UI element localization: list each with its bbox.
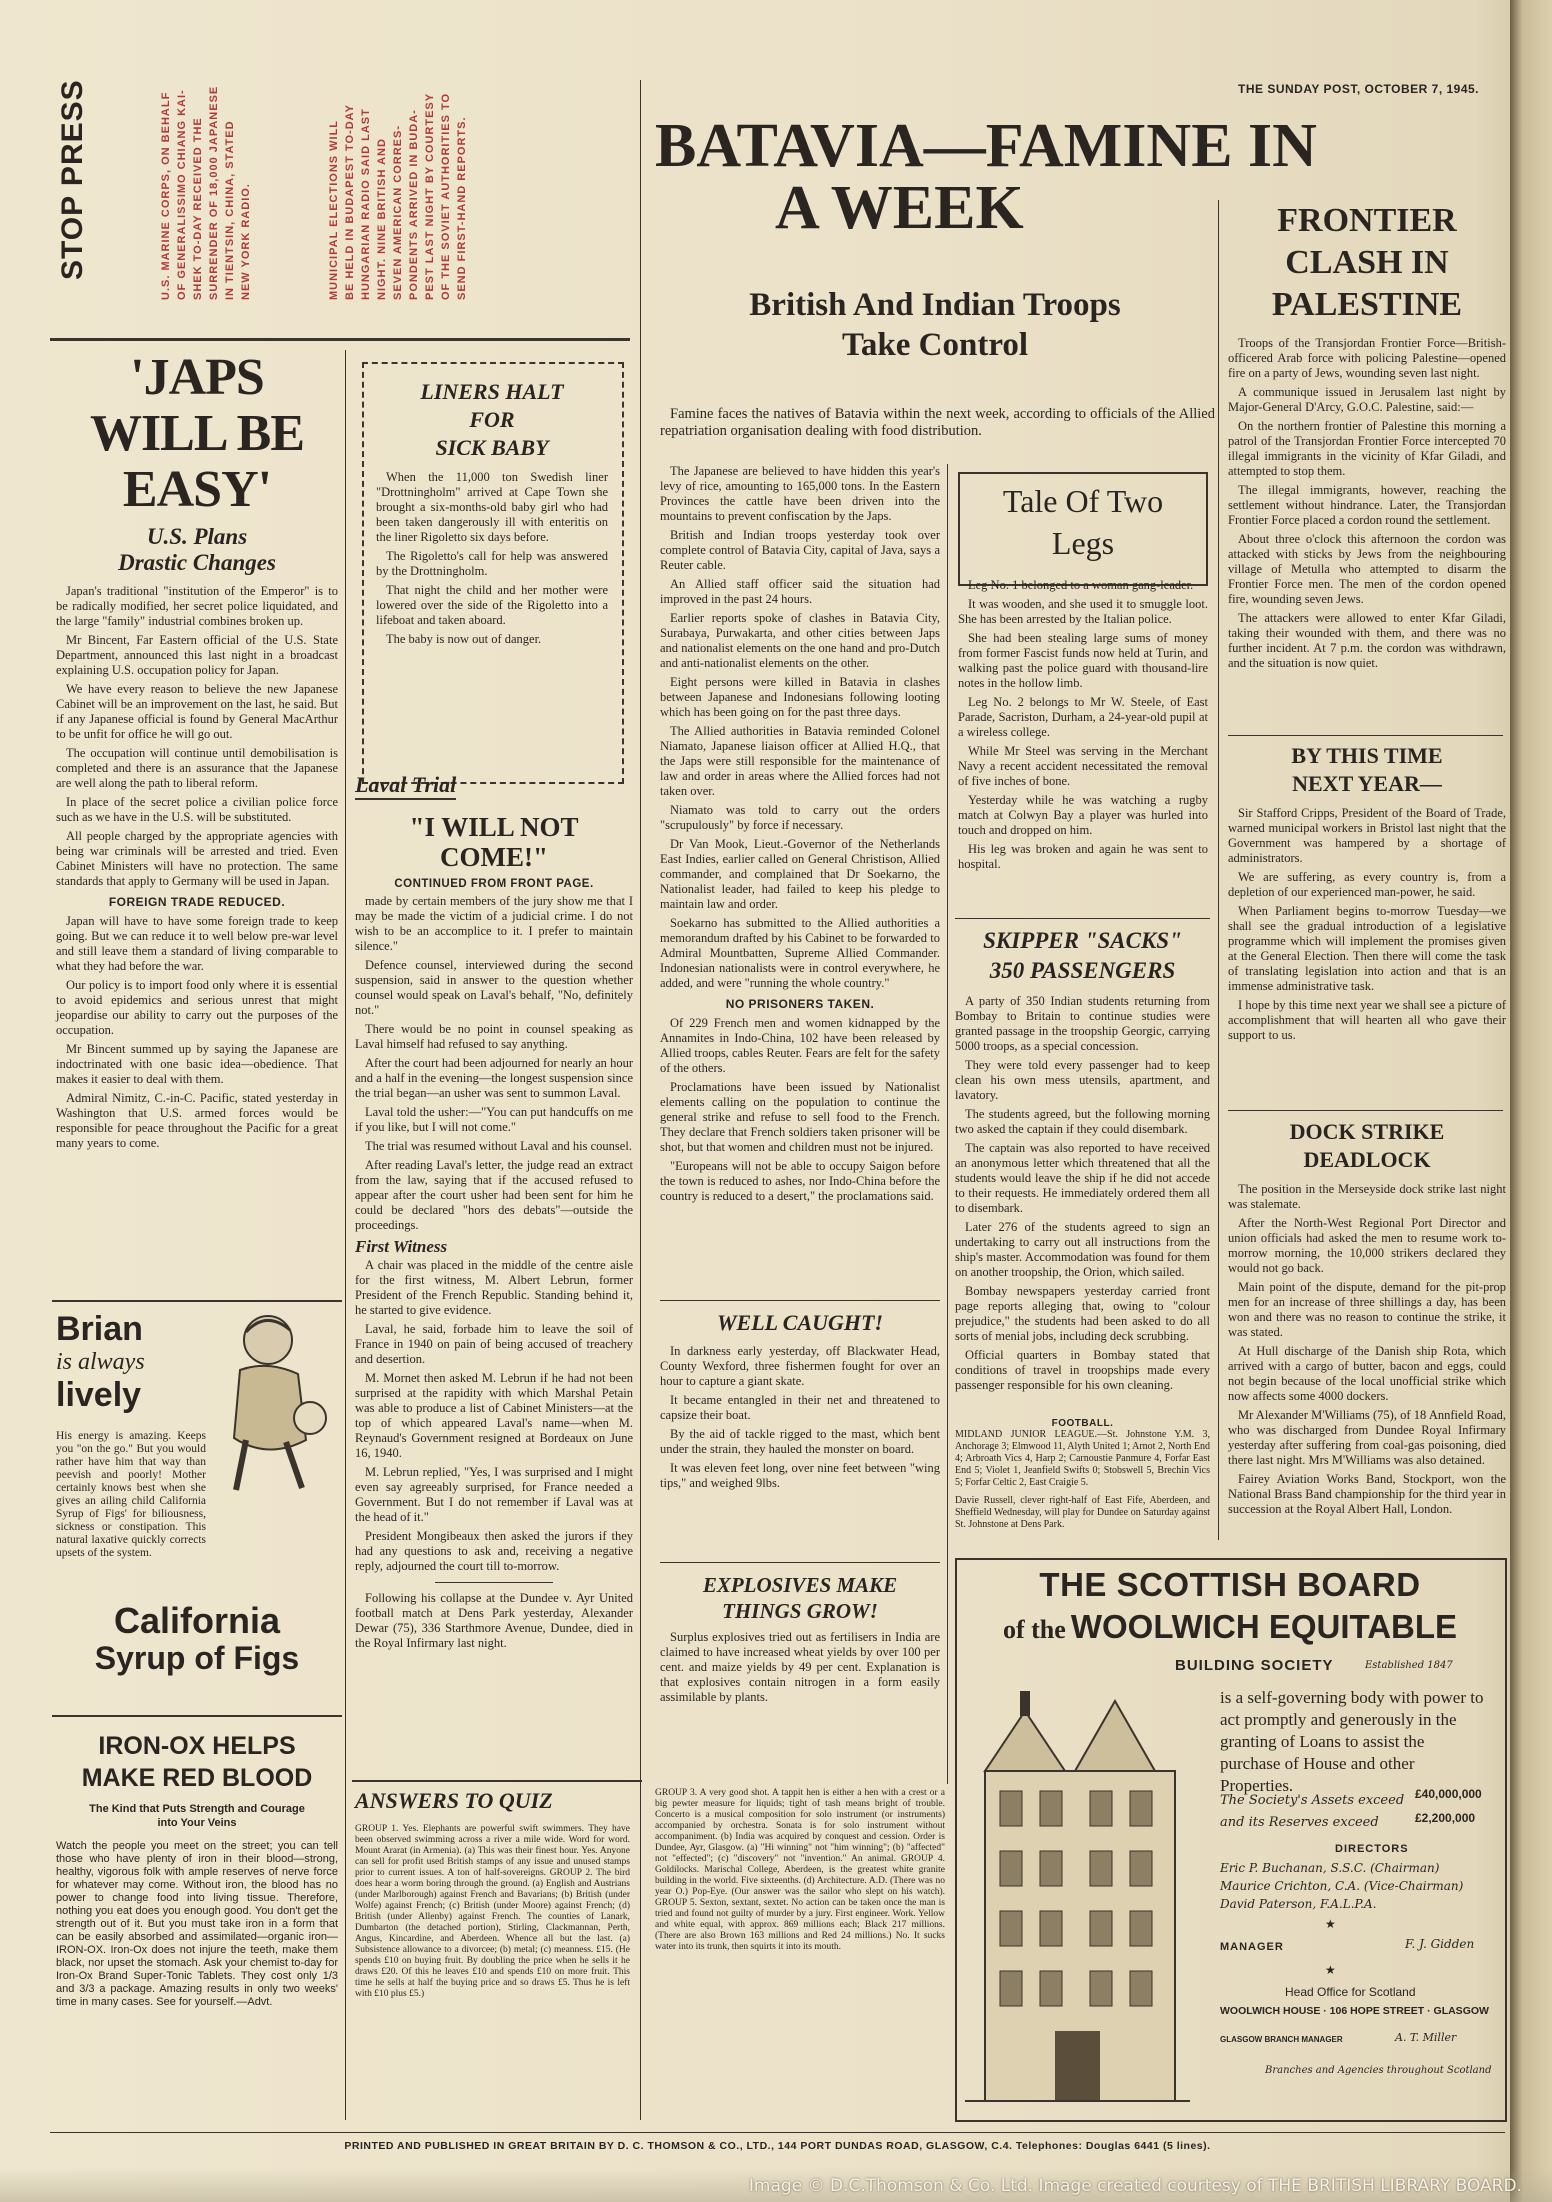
dock-headline-1: DOCK STRIKE (1289, 1119, 1445, 1144)
japs-subhead-trade: FOREIGN TRADE REDUCED. (108, 895, 286, 909)
ironox-ad-top-rule (52, 1715, 342, 1717)
laval-kicker: Laval Trial (355, 772, 456, 800)
batavia-headline-1: BATAVIA—FAMINE IN (655, 112, 1317, 180)
image-credit-banner (0, 2168, 1552, 2202)
batavia-subhead-1: British And Indian Troops (749, 287, 1121, 323)
column-rule-a (345, 350, 346, 2120)
woolwich-star-1: ★ (1325, 1917, 1336, 1931)
woolwich-body: is a self-governing body with power to act promptly and generously in the granting of Loans to assist the purchase of House and other Properties. (1220, 1688, 1484, 1795)
woolwich-director-1: Eric P. Buchanan, S.S.C. (Chairman) (1220, 1861, 1440, 1875)
caught-top-rule (660, 1300, 940, 1301)
adjacent-page-strip (1510, 0, 1552, 2202)
image-credit-text: Image © D.C.Thomson & Co. Ltd. Image created courtesy of THE BRITISH LIBRARY BOARD. (748, 2176, 1522, 2196)
ironox-headline-2: MAKE RED BLOOD (81, 1764, 313, 1792)
skipper-story: SKIPPER "SACKS" 350 PASSENGERS A party of 350 Indian students returning from Bombay to Britain to continue studies were granted passage in the troopship Georgic, carrying 5000 troops, as a special concession. They were told every passenger had to keep clean his own mess utensils, apartment, and lavatory. The students agreed, but the following morning two asked the captain if they could disembark. The captain was also reported to have received an anonymous letter which threatened that all the students would leave the ship if he did not accede to their requests. He immediately ordered them all to disembark. Later 276 of the students agreed to sign an undertaking to carry out all instructions from the ship's master. Accommodation was found for them on another troopship, the Orion, which sailed. Bombay newspapers yesterday carried front page reports alleging that, owing to "colour prejudice," the students had been asked to do all sorts of menial jobs, including deck scrubbing. Official quarters in Bombay stated that conditions of travel in troopships made every passenger responsible for his own cleaning. (955, 928, 1210, 1392)
thistime-headline-2: NEXT YEAR— (1292, 771, 1442, 796)
explosives-headline-1: EXPLOSIVES MAKE (702, 1573, 898, 1597)
japs-subhead-1: U.S. Plans (146, 524, 248, 549)
batavia-subhead (655, 285, 1215, 365)
football-note: Davie Russell, clever right-half of East Fife, Aberdeen, and Sheffield Wednesday, will play for Dundee on Saturday against St. Johnstone at Dens Park. (955, 1495, 1210, 1530)
thistime-story: BY THIS TIME NEXT YEAR— Sir Stafford Cripps, President of the Board of Trade, warned municipal workers in Bristol last night that the Government was hampered by a shortage of administrators. We are suffering, as every country is, from a depletion of our experienced man-power, he said. When Parliament begins to-morrow Tuesday—we shall see the gradual introduction of a legislative programme which will implement the promises given at the General Election. Then there will come the task of translating legislation into action and that is an immense administrative task. I hope by this time next year we shall see a picture of accomplishment that will hearten all who gave their support to us. (1228, 743, 1506, 1042)
frontier-story: FRONTIER CLASH IN PALESTINE Troops of the Transjordan Frontier Force—British-officered Arab force with policing Palestine—opened fire on a party of Jews, wounding seven last night. A communique issued in Jerusalem last night by Major-General D'Arcy, G.O.C. Palestine, said:— On the northern frontier of Palestine this morning a patrol of the Transjordan Frontier Force intercepted 70 illegal immigrants in the vicinity of Kfar Giladi, and attempted to stop them. The illegal immigrants, however, reaching the settlement without hindrance. Later, the Transjordan Frontier Force placed a cordon round the settlement. About three o'clock this afternoon the cordon was attacked with sticks by Jews from the neighbouring village of Metulla who attempted to disarm the Frontier Force men. The men of the cordon opened fire, wounding seven Jews. The attackers were allowed to enter Kfar Giladi, taking their wounded with them, and there was no further incident. At 7 p.m. the cordon was withdrawn, and the situation is now quiet. (1228, 202, 1506, 670)
laval-headline-2: COME!" (440, 842, 548, 872)
woolwich-assets-label: The Society's Assets exceed (1220, 1793, 1405, 1808)
footer-imprint: PRINTED AND PUBLISHED IN GREAT BRITAIN BY D. C. THOMSON & CO., LTD., 144 PORT DUNDAS ROAD, GLASGOW, C.4. Telephones: Douglas 6441 (5 lines). (344, 2140, 1211, 2152)
brian-ad-text: His energy is amazing. Keeps you "on the go." But you would rather have him that way than peevish and poorly! Mother certainly knows best when she gives an ailing child California Syrup of Figs' for biliousness, sickness or constipation. This natural laxative quickly corrects upsets of the system. (56, 1430, 206, 1559)
stop-press: STOP PRESS U.S. MARINE CORPS, ON BEHALF OF GENERALISSIMO CHIANG KAI- SHEK TO-DAY RECEIVED THE SURRENDER OF 18,000 JAPANESE IN TIENTSIN, CHINA, STATED NEW YORK RADIO. MUNICIPAL ELECTIONS WILL BE HELD IN BUDAPEST TO-DAY HUNGARIAN RADIO SAID LAST NIGHT. NINE BRITISH AND SEVEN AMERICAN CORRES- PONDENTS ARRIVED IN BUDA- PEST LAST NIGHT BY COURTESY OF THE SOVIET AUTHORITIES TO SEND FIRST-HAND REPORTS. (56, 79, 468, 300)
legs-headline-2: Legs (1051, 525, 1115, 561)
explosives-headline-2: THINGS GROW! (722, 1599, 878, 1623)
legs-headline-1: Tale Of Two (1002, 483, 1164, 519)
explosives-story: EXPLOSIVES MAKE THINGS GROW! Surplus explosives tried out as fertilisers in India are claimed to have increased wheat yields by over 100 per cent. and maize yields by 49 per cent. Explanation is that explosives contain nitrogen in a form easily assimilable by plants. (660, 1573, 940, 1704)
woolwich-manager-name: F. J. Gidden (1405, 1937, 1475, 1951)
laval-continued: CONTINUED FROM FRONT PAGE. (394, 878, 594, 890)
ironox-subhead: The Kind that Puts Strength and Courage into Your Veins (89, 1803, 305, 1829)
stop-press-rule (50, 338, 630, 341)
woolwich-manager-label: MANAGER (1220, 1941, 1284, 1953)
dock-headline-2: DEADLOCK (1303, 1147, 1431, 1172)
woolwich-director-2: Maurice Crichton, C.A. (Vice-Chairman) (1220, 1879, 1464, 1893)
ironox-ad (56, 1730, 338, 2009)
liners-story (376, 378, 608, 651)
ironox-headline-1: IRON-OX HELPS (98, 1732, 296, 1760)
frontier-headline-1: FRONTIER (1277, 202, 1457, 239)
woolwich-director-3: David Paterson, F.A.L.P.A. (1220, 1897, 1377, 1911)
brand-california: California (113, 1600, 281, 1641)
well-caught-story: WELL CAUGHT! In darkness early yesterday, off Blackwater Head, County Wexford, three fishermen fought for over an hour to capture a giant skate. It became entangled in their net and threatened to capsize their boat. By the aid of tackle rigged to the mast, which bent under the strain, they hauled the monster on board. It was eleven feet long, over nine feet between "wing tips," and weighed 9lbs. (660, 1310, 940, 1490)
japs-headline: 'JAPS WILL BE EASY' (89, 349, 305, 518)
japs-body: Japan's traditional "institution of the Emperor" is to be radically modified, her secret police liquidated, and the large "family" industrial combines broken up. Mr Bincent, Far Eastern official of the U.S. State Department, announced this last night in a broadcast explaining U.S. occupation policy for Japan. We have every reason to believe the new Japanese Cabinet will be an improvement on the last, he said. But if any Japanese official is found by General MacArthur to be unfit for office he will go out. The occupation will continue until demobilisation is completed and there is an assurance that the Japanese are well along the path to liberal reform. In place of the secret police a civilian police force such as we have in the U.S. will be substituted. All people charged by the appropriate agencies with being war criminals will be arrested and tried. Even Cabinet Ministers will have no protection. The same standards that apply to Germany will be used in Japan. FOREIGN TRADE REDUCED. Japan will have to have some foreign trade to keep going. But we can reduce it to well below pre-war level and still leave them a standard of living comparable to what they had before the war. Our policy is to import food only where it is essential to avoid epidemics and serious unrest that might jeopardise our ability to carry out the purposes of the occupation. Mr Bincent summed up by saying the Japanese are indoctrinated with one basic idea—obedience. That makes it easier to deal with them. Admiral Nimitz, C.-in-C. Pacific, stated yesterday in Washington that U.S. armed forces would be responsible for peace throughout the Pacific for a great many years to come. (56, 584, 338, 1150)
well-caught-title: WELL CAUGHT! (716, 1310, 884, 1335)
batavia-body: The Japanese are believed to have hidden this year's levy of rice, amounting to 165,000 tons. In the Eastern Provinces the cattle have been driven into the mountains to prevent confiscation by the Japs. British and Indian troops yesterday took over complete control of Batavia City, capital of Java, says a Reuter cable. An Allied staff officer said the situation had improved in the past 24 hours. Earlier reports spoke of clashes in Batavia City, Surabaya, Purwakarta, and other cities between Japs and nationalist elements on the one hand and pro-Dutch and anti-nationalist elements on the other. Eight persons were killed in Batavia in clashes between Japanese and Indonesians following looting which has been going on for the past three days. The Allied authorities in Batavia reminded Colonel Niamato, Japanese liaison officer at Allied H.Q., that the Japs were still responsible for the maintenance of law and order in areas where the Allied forces had not taken over. Niamato was told to carry out the orders "scrupulously" by force if necessary. Dr Van Mook, Lieut.-Governor of the Netherlands East Indies, earlier called on General Christison, Allied commander, and complained that Dr Soekarno, the Nationalist leader, had failed to keep his pledge to maintain law and order. Soekarno has submitted to the Allied authorities a memorandum drafted by his Cabinet to be forwarded to Admiral Mountbatten, Supreme Allied Commander. Indonesian nationalists were in control everywhere, he added, and were "running the whole country." NO PRISONERS TAKEN. Of 229 French men and women kidnapped by the Annamites in Indo-China, 102 have been released by Allied troops, cables Reuter. Fears are felt for the safety of the others. Proclamations have been issued by Nationalist elements calling on the population to continue the general strike and refuse to sell food to the French. They declare that French soldiers taken prisoner will be shot, but that women and children must not be injured. "Europeans will not be able to occupy Saigon before the town is reduced to ashes, nor Indo-China before the country is reduced to a desert," the proclamations said. (660, 464, 940, 1203)
woolwich-star-2: ★ (1325, 1963, 1336, 1977)
brian-ad-top-rule (52, 1300, 342, 1302)
dock-top-rule (1228, 1110, 1503, 1111)
brand-syrup-of-figs: Syrup of Figs (94, 1640, 300, 1676)
quiz-answers (355, 1788, 950, 2123)
woolwich-agencies: Branches and Agencies throughout Scotland (1265, 2065, 1492, 2076)
quiz-column-right: GROUP 3. A very good shot. A tappit hen is either a hen with a crest or a big pewter measure for liquids; tight of tash means bright of trouble. Concerto is a musical composition for solo instrument (or instruments) accompanied by orchestra. Sonata is for solo instrument without accompaniment. (b) India was acquired by conquest and cession. Order is Dundee, Ayr, Glasgow. (a) "Hi winning" not "him winning"; (b) "affected" not "effected"; (c) "discovery" not "invention." An animal. GROUP 4. Goldilocks. Marischal College, Aberdeen, is the greatest white granite building in the world. Five sixteenths. (d) Architecture. A.D. (There was no year O.) Pop-Eye. (Our answer was the sailor who slept on his watch). GROUP 5. Sexton, sextant, sextet. No action can be taken once the man is tried and found not guilty of murder by a jury. First engineer. Work. Yellow and white equal, with approx. 869 millions each; Black 217 millions. (There are also Brown 163 millions and Red 24 millions.) No. It sucks water into its trunk, then squirts it into its mouth. (655, 1788, 945, 1952)
frontier-headline-2: CLASH IN (1285, 244, 1449, 281)
masthead-line: THE SUNDAY POST, OCTOBER 7, 1945. (1238, 82, 1480, 96)
laval-body: made by certain members of the jury show me that I may be made the victim of a judicial crime. I do not wish to be an accomplice to it. I prefer to maintain silence." Defence counsel, interviewed during the second suspension, said in answer to the question whether counsel would speak on Laval's behalf, "No, definitely not." There would be no point in counsel speaking as Laval himself had refused to say anything. After the court had been adjourned for nearly an hour and a half in the evening—the longest suspension since the trial began—an usher was sent to summon Laval. Laval told the usher:—"You can put handcuffs on me if you like, but I will not come." The trial was resumed without Laval and his counsel. After reading Laval's letter, the judge read an extract from the law, saying that if the accused refused to appear after the court usher had been sent for him he could be declared "hors des debats"—outside the proceedings. First Witness A chair was placed in the middle of the centre aisle for the first witness, M. Albert Lebrun, former President of the French Republic. Standing behind it, he started to give evidence. Laval, he said, forbade him to leave the soil of France in 1940 on pain of being accused of treachery and desertion. M. Mornet then asked M. Lebrun if he had not been surprised at the rapidity with which Marshal Petain was able to produce a list of Cabinet Ministers—at the top of which appeared Laval's name—when M. Reynaud's Government resigned at Bordeaux on June 16, 1940. M. Lebrun replied, "Yes, I was surprised and I might even say agreeably surprised, for France needed a Government. But I do not remember if Laval was at the head of it." President Mongibeaux then asked the jurors if they had any questions to ask and, receiving a negative reply, adjourned the court till to-morrow. (355, 894, 633, 1573)
child-illustration (206, 1310, 336, 1500)
laval-foot-rule (435, 1582, 553, 1583)
liners-headline-3: SICK BABY (435, 435, 549, 460)
explosives-top-rule (660, 1562, 940, 1563)
woolwich-reserves-value: £2,200,000 (1415, 1811, 1476, 1825)
brian-ad-line-1: Brian (56, 1310, 143, 1348)
liners-headline-2: FOR (469, 407, 515, 432)
laval-story (355, 772, 633, 1655)
brian-ad-line-3: lively (56, 1376, 142, 1414)
woolwich-assets-value: £40,000,000 (1415, 1787, 1482, 1801)
woolwich-building-illustration (965, 1681, 1190, 2106)
football-results-text: MIDLAND JUNIOR LEAGUE.—St. Johnstone Y.M. 3, Anchorage 3; Elmwood 11, Alyth United 1; Arnot 2, North End 4; Arbroath Vics 4, Harp 2; Carnoustie Panmure 4, Forfar East End 5; Violet 1, Jeanfield Swifts 0; Stobswell 5, Brechin Vics 5; Forfar Celtic 2, East Craigie 5. (955, 1429, 1210, 1488)
liners-body: When the 11,000 ton Swedish liner "Drottningholm" arrived at Cape Town she brought a six-months-old baby girl who had been taken dangerously ill with enteritis on the liner Rigoletto six days before. The Rigoletto's call for help was answered by the Drottningholm. That night the child and her mother were lowered over the side of the Rigoletto into a lifeboat and taken aboard. The baby is now out of danger. (376, 470, 608, 646)
woolwich-reserves-label: and its Reserves exceed (1220, 1815, 1379, 1830)
skipper-headline-2: 350 PASSENGERS (989, 958, 1176, 983)
woolwich-building-society: BUILDING SOCIETY (1175, 1657, 1334, 1674)
liners-headline-1: LINERS HALT (420, 379, 564, 404)
woolwich-directors-title: DIRECTORS (1335, 1843, 1409, 1855)
batavia-subhead-2: Take Control (841, 327, 1029, 363)
thistime-top-rule (1228, 735, 1503, 736)
frontier-headline-3: PALESTINE (1271, 286, 1463, 323)
laval-headline-1: "I WILL NOT (409, 812, 579, 842)
column-rule-b (947, 464, 948, 1784)
dundee-death-note: Following his collapse at the Dundee v. Ayr United football match at Dens Park yesterday, Alexander Dewar (75), 336 Starthmore Avenue, Dundee, died in the Royal Infirmary last night. (355, 1591, 633, 1650)
batavia-lead: Famine faces the natives of Batavia within the next week, according to officials of the Allied repatriation organisation dealing with food distribution. (660, 406, 1215, 439)
column-rule-c (1218, 200, 1219, 1540)
brian-ad-line-2: is always (56, 1349, 145, 1375)
thistime-headline-1: BY THIS TIME (1291, 743, 1443, 768)
stop-press-title: STOP PRESS (56, 79, 89, 280)
skipper-headline-1: SKIPPER "SACKS" (983, 928, 1182, 953)
woolwich-ad (965, 1565, 1495, 2110)
skipper-top-rule (955, 918, 1210, 919)
quiz-top-rule (352, 1780, 642, 1782)
batavia-subhead-prisoners: NO PRISONERS TAKEN. (725, 997, 875, 1011)
batavia-headline-2: A WEEK (775, 174, 1024, 242)
football-title: FOOTBALL. (1051, 1418, 1114, 1429)
laval-subhead-witness: First Witness (355, 1237, 448, 1256)
footer-rule (50, 2132, 1505, 2133)
woolwich-branch-name: A. T. Miller (1395, 2031, 1457, 2044)
quiz-column-left: GROUP 1. Yes. Elephants are powerful swift swimmers. They have been observed swimming across a river a mile wide. Word for word. Mount Ararat (in Armenia). (a) This was their finest hour. Yes. Anyone can sell for profit used British stamps of any issue and unused stamps prior to current issues. A ton of half-sovereigns. GROUP 2. The bird does hear a worm boring through the ground. (a) English and Austrians (under Marlborough) against French and Bavarians; (b) British (under Wolfe) against French; (c) British (under Moore) against French; (d) British (under Allenby) against French. The counties of Lanark, Dumbarton (the detached portion), Stirling, Clackmannan, Perth, Angus, Kincardine, and Aberdeen. Whence all but the last. (a) Subsistence allowance to a divorcee; (b) metal; (c) meanness. £15. (He spends £10 on buying fruit. By doubling the price when he sells it he draws £20. Of this he leaves £10 and spends £10 on more fruit. This time he sells at half the buying price and so draws £5. Thus he is left with £10 plus £5.) (355, 1824, 630, 1999)
woolwich-headline-2: of the WOOLWICH EQUITABLE (1002, 1608, 1458, 1645)
woolwich-address: WOOLWICH HOUSE · 106 HOPE STREET · GLASGOW (1220, 2005, 1489, 2017)
japs-story (56, 350, 338, 1155)
woolwich-head-office: Head Office for Scotland (1285, 1985, 1416, 1999)
ironox-text: Watch the people you meet on the street; you can tell those who have plenty of iron in their blood—strong, healthy, vigorous folk with ample reserves of nerve force for whatever may come. Without iron, the blood has no power to change food into living tissue. Therefore, nothing you eat does you enough good. You don't get the strength out of it. But you must take iron in a form that can be easily absorbed and assimilated—organic iron—IRON-OX. Iron-Ox does not injure the teeth, make them black, nor upset the stomach. Ask your chemist to-day for Iron-Ox Brand Super-Tonic Tablets. They cost only 1/3 and 3/3 a package. Amazing results in only two weeks' time in many cases. See for yourself.—Advt. (56, 1840, 338, 2008)
dock-story: DOCK STRIKE DEADLOCK The position in the Merseyside dock strike last night was stalemate. After the North-West Regional Port Director and union officials had asked the men to resume work to-morrow morning, the 10,000 strikers declared they would not go back. Main point of the dispute, demand for the pit-prop men for an increase of three shillings a day, has been won and there was no reason to continue the strike, it was stated. At Hull discharge of the Danish ship Rota, which arrived with a cargo of butter, bacon and eggs, could not begin because of the local unofficial strike which now affects some 4000 dockers. Mr Alexander M'Williams (75), of 18 Annfield Road, who was discharged from Dundee Royal Infirmary yesterday after suffering from coal-gas poisoning, died there last night. Mrs M'Williams was also detained. Fairey Aviation Works Band, Stockport, won the National Brass Band championship for the third year in succession at the Royal Albert Hall, London. (1228, 1119, 1506, 1516)
woolwich-headline-1: THE SCOTTISH BOARD (1039, 1566, 1421, 1603)
woolwich-established: Established 1847 (1365, 1660, 1453, 1671)
quiz-title: ANSWERS TO QUIZ (355, 1788, 553, 1813)
football-results (955, 1418, 1210, 1531)
woolwich-branch-label: GLASGOW BRANCH MANAGER (1220, 2035, 1343, 2044)
legs-body: Leg No. 1 belonged to a woman gang-leader. It was wooden, and she used it to smuggle loot. She has been arrested by the Italian police. She had been stealing large sums of money from former Fascist funds now held at Turin, and walking past the police guard with thousand-lire notes in the hollow limb. Leg No. 2 belongs to Mr W. Steele, of East Parade, Sacriston, Durham, a 24-year-old pupil at a wireless college. While Mr Steel was serving in the Merchant Navy a recent accident necessitated the removal of five inches of bone. Yesterday while he was watching a rugby match at Colwyn Bay a player was hurled into touch and dropped on him. His leg was broken and again he was sent to hospital. (958, 578, 1208, 871)
japs-subhead-2: Drastic Changes (118, 550, 276, 575)
brian-ad (56, 1310, 338, 1690)
legs-story (958, 480, 1208, 876)
